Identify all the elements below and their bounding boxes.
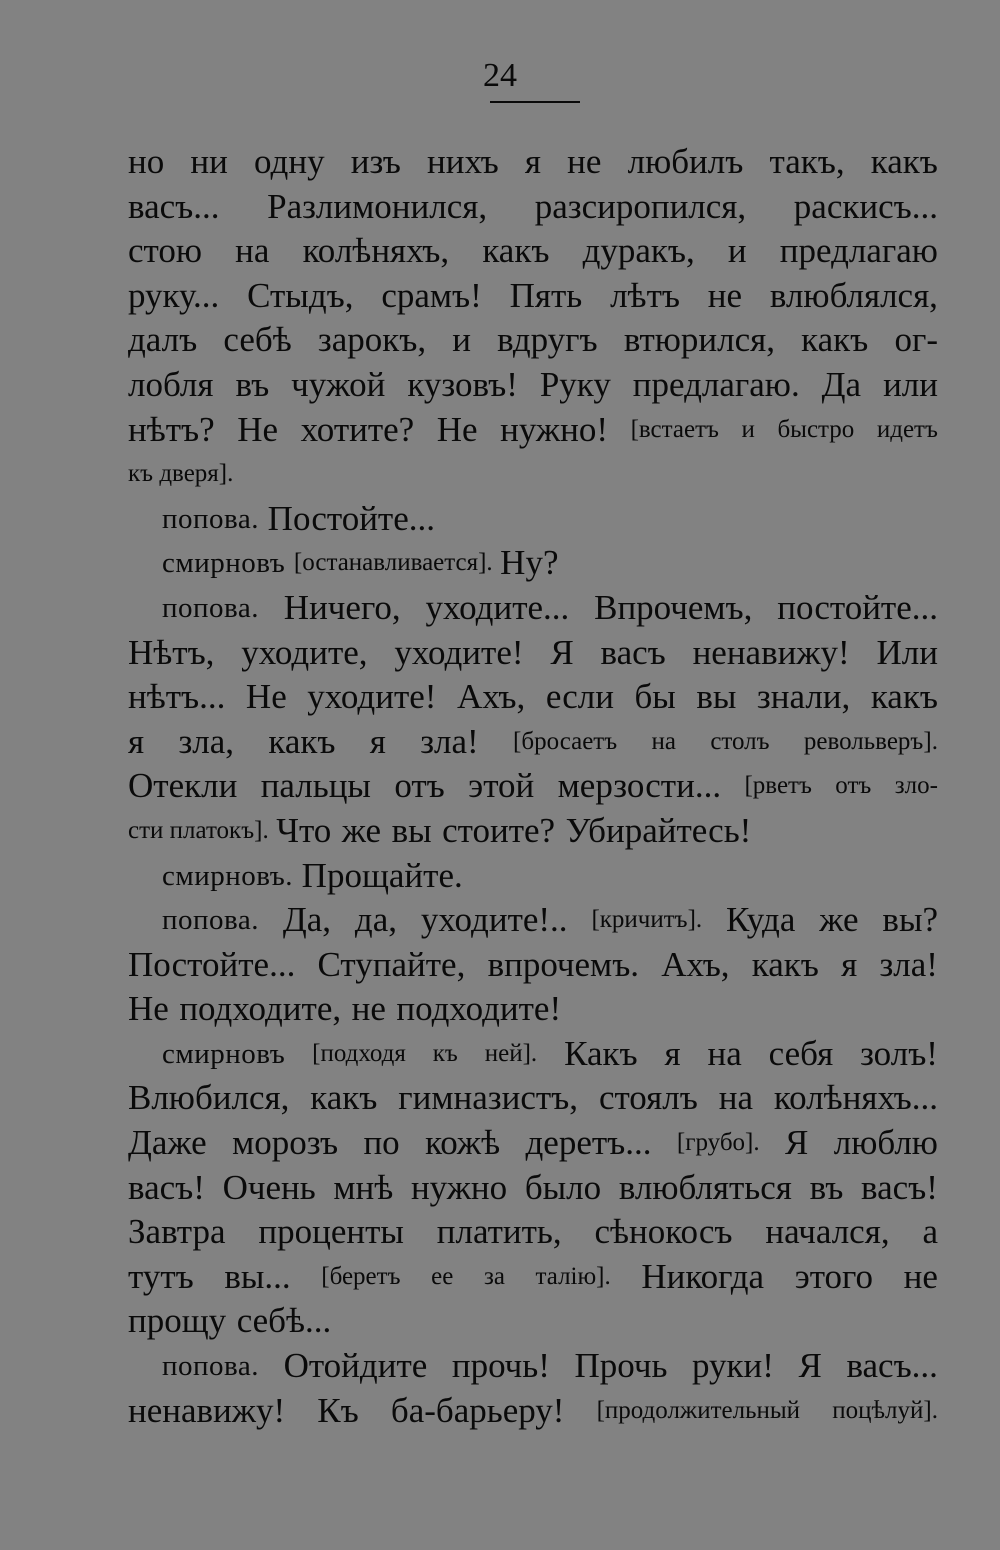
word: морозъ	[232, 1123, 339, 1163]
word: и	[452, 320, 471, 360]
word: Завтра	[128, 1212, 226, 1252]
word: вы?	[882, 900, 938, 940]
stage-direction-word: къ	[432, 1039, 458, 1067]
word: руку...	[128, 275, 220, 315]
word: стоялъ	[598, 1078, 698, 1118]
word: любилъ	[627, 142, 744, 181]
stage-direction-word: столъ	[710, 727, 770, 755]
word: какъ	[870, 142, 938, 181]
word: Прочь	[574, 1346, 668, 1386]
word: же	[341, 810, 382, 850]
text-line	[128, 764, 938, 809]
word: разсиропился,	[534, 186, 747, 226]
text-line	[128, 720, 938, 765]
word: платить,	[436, 1212, 562, 1252]
stage-direction-word: ней].	[484, 1039, 538, 1067]
word: подходите,	[179, 989, 342, 1029]
word: Какъ	[564, 1033, 638, 1073]
word: уходите...	[425, 587, 570, 627]
word: по	[363, 1123, 400, 1163]
word: вы...	[224, 1256, 291, 1296]
text-line	[128, 1166, 938, 1211]
speaker-name: попова.	[162, 591, 259, 624]
word: стою	[128, 231, 203, 271]
text-line	[128, 898, 938, 943]
text-line	[128, 1076, 938, 1121]
word: пальцы	[260, 766, 371, 806]
word: мнѣ	[333, 1167, 394, 1207]
word: же	[819, 900, 859, 940]
word: Руку	[539, 364, 611, 404]
word: знали,	[756, 677, 851, 717]
word: Или	[876, 632, 938, 672]
text-line	[128, 408, 938, 453]
word: подходите!	[396, 989, 562, 1029]
word: не	[567, 142, 602, 181]
word: изъ	[350, 142, 401, 181]
word: дуракъ,	[582, 231, 695, 271]
word: люблю	[833, 1123, 938, 1163]
word: Ахъ,	[661, 944, 730, 984]
word: Никогда	[641, 1256, 765, 1296]
word: постойте...	[777, 587, 938, 627]
stage-direction-word: [рветъ	[744, 772, 812, 800]
page-number: 24	[483, 57, 517, 94]
word: я	[664, 1033, 681, 1073]
word: ни	[190, 142, 228, 181]
word: васъ!	[128, 1167, 205, 1207]
word: васъ...	[128, 186, 220, 226]
word: этой	[468, 766, 535, 806]
word: Нѣтъ,	[128, 632, 215, 672]
word: Не	[245, 677, 287, 717]
word: ба-барьеру!	[390, 1390, 565, 1430]
word: нихъ	[426, 142, 499, 181]
word: на	[235, 231, 270, 271]
word: я	[524, 142, 541, 181]
word: золъ!	[860, 1033, 938, 1073]
word: Разлимонился,	[267, 186, 488, 226]
text-line	[128, 809, 938, 854]
word: предлагаю.	[632, 364, 800, 404]
word: Впрочемъ,	[594, 587, 753, 627]
word: Прощайте.	[301, 855, 463, 895]
text-line	[128, 854, 938, 899]
stage-direction-word: ее	[431, 1262, 454, 1290]
word: на	[718, 1078, 753, 1118]
stage-direction-word: быстро	[777, 415, 855, 443]
word: я	[369, 721, 386, 761]
word: какъ	[482, 231, 550, 271]
stage-direction-word: идетъ	[876, 415, 938, 443]
page-number-rule	[490, 101, 580, 103]
word: раскисъ...	[793, 186, 938, 226]
word: Да	[821, 364, 862, 404]
stage-direction-word: зло-	[894, 772, 938, 800]
word: Ступайте,	[317, 944, 466, 984]
word: себѣ	[223, 320, 292, 360]
stage-direction-word: сти платокъ].	[128, 816, 269, 844]
word: васъ	[600, 632, 666, 672]
word: Не	[436, 409, 478, 449]
word: Я	[785, 1123, 809, 1163]
word: Отойдите	[283, 1346, 428, 1386]
text-line	[128, 1299, 938, 1344]
stage-direction-word: [подходя	[312, 1039, 406, 1067]
word: Ну?	[500, 543, 559, 583]
word: уходите!	[307, 677, 437, 717]
word: Даже	[128, 1123, 207, 1163]
word: на	[707, 1033, 742, 1073]
word: Стыдъ,	[247, 275, 354, 315]
stage-direction-word: отъ	[835, 772, 872, 800]
word: колѣняхъ,	[302, 231, 450, 271]
word: не	[903, 1256, 938, 1296]
text-line	[128, 1210, 938, 1255]
word: впрочемъ.	[487, 944, 640, 984]
word: зла,	[178, 721, 235, 761]
word: предлагаю	[779, 231, 938, 271]
word: хотите?	[300, 409, 415, 449]
word: проценты	[258, 1212, 404, 1252]
word: Не	[237, 409, 279, 449]
word: зла!	[420, 721, 479, 761]
word: зла!	[879, 944, 938, 984]
word: себя	[768, 1033, 834, 1073]
word: не	[351, 989, 386, 1029]
word: Постойте...	[128, 944, 296, 984]
speaker-name: смирновъ	[162, 547, 286, 580]
word: далъ	[128, 320, 198, 360]
word: но	[128, 142, 165, 181]
word: такъ,	[769, 142, 845, 181]
word: лобля	[128, 364, 214, 404]
word: нужно	[410, 1167, 508, 1207]
word: какъ	[870, 677, 938, 717]
word: если	[545, 677, 614, 717]
word: Постойте...	[267, 498, 435, 538]
word: вы	[696, 677, 737, 717]
word: Отекли	[128, 766, 238, 806]
stage-direction-word: [беретъ	[321, 1262, 401, 1290]
word: а	[922, 1212, 938, 1252]
word: какъ	[751, 944, 819, 984]
word: начался,	[765, 1212, 890, 1252]
word: мерзости...	[557, 766, 722, 806]
stage-direction-word: [кричитъ].	[591, 906, 703, 934]
word: деретъ...	[525, 1123, 652, 1163]
word: васъ...	[846, 1346, 938, 1386]
word: срамъ!	[381, 275, 482, 315]
word: руки!	[692, 1346, 774, 1386]
word: этого	[794, 1256, 874, 1296]
text-line	[128, 229, 938, 274]
word: ненавижу!	[128, 1390, 286, 1430]
word: чужой	[291, 364, 386, 404]
word: лѣтъ	[610, 275, 680, 315]
word: уходите,	[241, 632, 368, 672]
text-line	[128, 943, 938, 988]
text-line	[128, 586, 938, 631]
text-line	[128, 363, 938, 408]
word: въ	[235, 364, 270, 404]
word: Очень	[222, 1167, 316, 1207]
stage-direction-word: револьверъ].	[803, 727, 938, 755]
word: Влюбился,	[128, 1078, 290, 1118]
text-line	[128, 274, 938, 319]
word: и	[727, 231, 747, 271]
speaker-name: попова.	[162, 1350, 259, 1383]
word: Пять	[509, 275, 583, 315]
word: зарокъ,	[317, 320, 427, 360]
word: васъ!	[861, 1167, 938, 1207]
word: Я	[550, 632, 574, 672]
word: прощу	[128, 1301, 227, 1341]
word: прочь!	[451, 1346, 550, 1386]
text-line	[128, 987, 938, 1032]
word: колѣняхъ...	[773, 1078, 938, 1118]
text-line	[128, 1121, 938, 1166]
text-line	[128, 497, 938, 542]
word: или	[883, 364, 938, 404]
text-line	[128, 1255, 938, 1300]
word: влюбляться	[618, 1167, 792, 1207]
word: нѣтъ...	[128, 677, 226, 717]
stage-direction-word: [встаетъ	[630, 415, 719, 443]
text-line	[128, 1344, 938, 1389]
word: Да,	[282, 900, 332, 940]
text-line	[128, 1032, 938, 1077]
word: не	[707, 275, 743, 315]
word: одну	[254, 142, 325, 181]
word: влюблялся,	[769, 275, 938, 315]
stage-direction-word: за	[483, 1262, 505, 1290]
word: Я	[798, 1346, 822, 1386]
word: какъ	[268, 721, 336, 761]
speaker-name: смирновъ	[162, 1037, 286, 1070]
text-line	[128, 631, 938, 676]
word: я	[128, 721, 145, 761]
stage-direction-word: [продолжительный	[596, 1396, 801, 1424]
word: отъ	[394, 766, 445, 806]
stage-direction-word: талію].	[535, 1262, 611, 1290]
word: я	[841, 944, 858, 984]
word: себѣ...	[236, 1301, 332, 1341]
text-line	[128, 185, 938, 230]
word: уходите!..	[420, 900, 568, 940]
word: кузовъ!	[407, 364, 518, 404]
stage-direction-word: [останавливается].	[293, 549, 493, 577]
stage-direction-word: [бросаетъ	[513, 727, 618, 755]
word: нужно!	[500, 409, 608, 449]
stage-direction-word: [грубо].	[676, 1129, 760, 1157]
word: уходите!	[394, 632, 524, 672]
word: вы	[391, 810, 432, 850]
word: Что	[276, 810, 332, 850]
word: ненавижу!	[692, 632, 850, 672]
word: гимназистъ,	[398, 1078, 579, 1118]
stage-direction-word: и	[741, 415, 755, 443]
text-line	[128, 140, 938, 185]
word: да,	[354, 900, 397, 940]
play-text	[128, 140, 938, 1433]
text-line	[128, 1389, 938, 1434]
word: втюрился,	[623, 320, 775, 360]
stage-direction-word: на	[651, 727, 676, 755]
text-line	[128, 541, 938, 586]
word: стоите?	[442, 810, 556, 850]
word: Убирайтесь!	[565, 810, 752, 850]
word: ог-	[894, 320, 938, 360]
word: бы	[634, 677, 676, 717]
text-line	[128, 675, 938, 720]
text-line	[128, 452, 938, 497]
word: въ	[809, 1167, 844, 1207]
word: Къ	[317, 1390, 359, 1430]
speaker-name: смирновъ.	[162, 859, 293, 892]
word: кожѣ	[425, 1123, 501, 1163]
word: нѣтъ?	[128, 409, 215, 449]
word: сѣнокосъ	[594, 1212, 733, 1252]
word: тутъ	[128, 1256, 194, 1296]
stage-direction-word: къ дверя].	[128, 460, 234, 488]
speaker-name: попова.	[162, 904, 259, 937]
speaker-name: попова.	[162, 502, 259, 535]
word: какъ	[310, 1078, 378, 1118]
word: Не	[128, 989, 169, 1029]
stage-direction-word: поцѣлуй].	[832, 1396, 938, 1424]
word: вдругъ	[497, 320, 598, 360]
word: было	[524, 1167, 602, 1207]
word: Куда	[726, 900, 796, 940]
word: какъ	[801, 320, 869, 360]
text-line	[128, 318, 938, 363]
word: Ничего,	[283, 587, 401, 627]
word: Ахъ,	[456, 677, 526, 717]
